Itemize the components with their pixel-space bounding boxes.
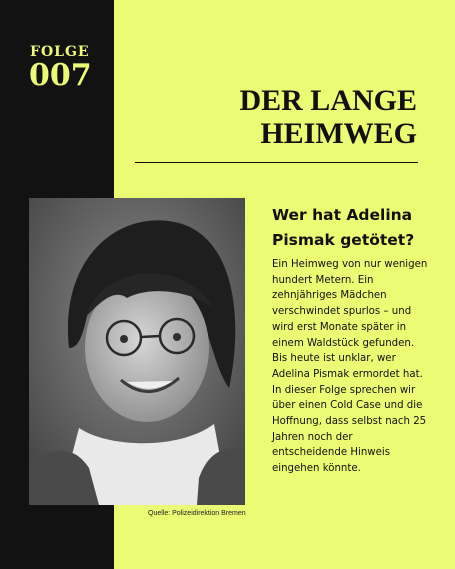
photo-caption: Quelle: Polizeidirektion Bremen [148, 510, 246, 517]
headline [272, 203, 432, 253]
title-line-1: DER LANGE [239, 84, 417, 117]
portrait-photo [29, 198, 245, 505]
divider [135, 162, 418, 163]
headline-line-2: Pismak getötet? [272, 231, 415, 249]
portrait-illustration [29, 198, 245, 505]
title-line-2: HEIMWEG [260, 117, 417, 150]
body-text: Ein Heimweg von nur wenigen hundert Metern. Ein zehnjähriges Mädchen verschwindet spurlos – und wird erst Monate später in einem Waldstück gefunden. Bis heute ist unklar, wer Adelina Pismak ermordet hat. In dieser Folge sprechen wir über einen Cold Case und die Hoffnung, dass selbst nach 25 Jahren noch der entscheidende Hinweis eingehen könnte. [272, 259, 428, 475]
episode-label: FOLGE [30, 44, 90, 60]
episode-number: 007 [29, 58, 92, 93]
page-title [239, 84, 417, 150]
headline-line-1: Wer hat Adelina [272, 206, 413, 224]
